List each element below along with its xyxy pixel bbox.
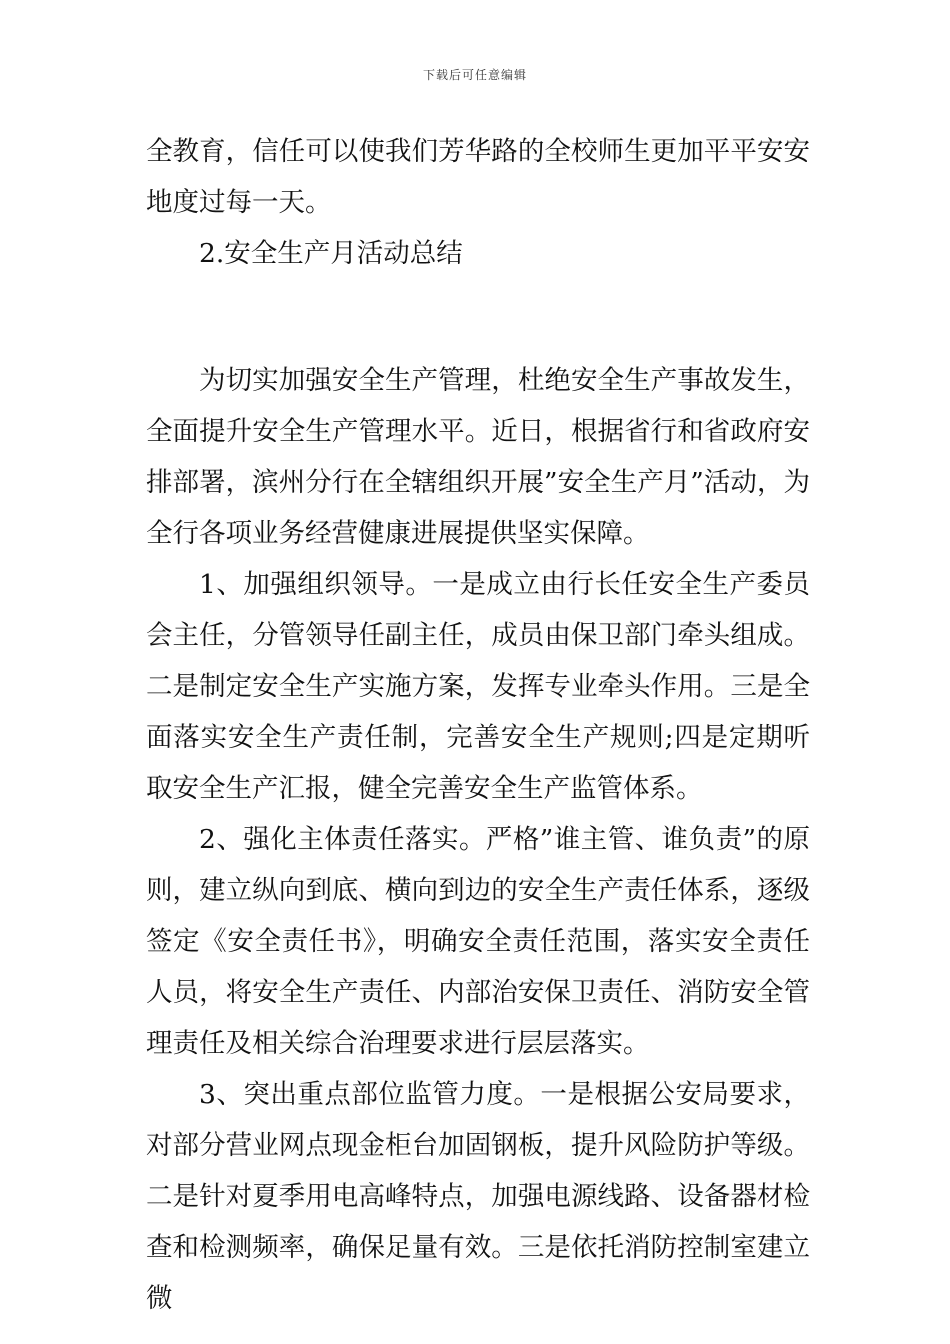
paragraph-item-2: 2、强化主体责任落实。严格”谁主管、谁负责”的原则，建立纵向到底、横向到边的安全生产责任体系，逐级签定《安全责任书》，明确安全责任范围，落实安全责任人员，将安全生产责任、内部治安保卫责任、消防安全管理责任及相关综合治理要求进行层层落实。 <box>146 824 810 1059</box>
paragraph-item-1: 1、加强组织领导。一是成立由行长任安全生产委员会主任，分管领导任副主任，成员由保卫部门牵头组成。二是制定安全生产实施方案，发挥专业牵头作用。三是全面落实安全生产责任制，完善安全生产规则;四是定期听取安全生产汇报，健全完善安全生产监管体系。 <box>146 569 810 804</box>
section-title: 2.安全生产月活动总结 <box>199 238 463 269</box>
page-header: 下载后可任意编辑 <box>422 68 527 82</box>
paragraph-item-3: 3、突出重点部位监管力度。一是根据公安局要求，对部分营业网点现金柜台加固钢板，提升风险防护等级。二是针对夏季用电高峰特点，加强电源线路、设备器材检查和检测频率，确保足量有效。三是依托消防控制室建立微 <box>146 1079 810 1314</box>
paragraph-intro: 为切实加强安全生产管理，杜绝安全生产事故发生，全面提升安全生产管理水平。近日，根据省行和省政府安排部署，滨州分行在全辖组织开展”安全生产月”活动，为全行各项业务经营健康进展提供坚实保障。 <box>146 365 810 549</box>
document-body <box>146 126 810 1324</box>
paragraph-continuation: 全教育，信任可以使我们芳华路的全校师生更加平平安安地度过每一天。 <box>146 136 810 218</box>
section-spacer <box>146 279 810 355</box>
